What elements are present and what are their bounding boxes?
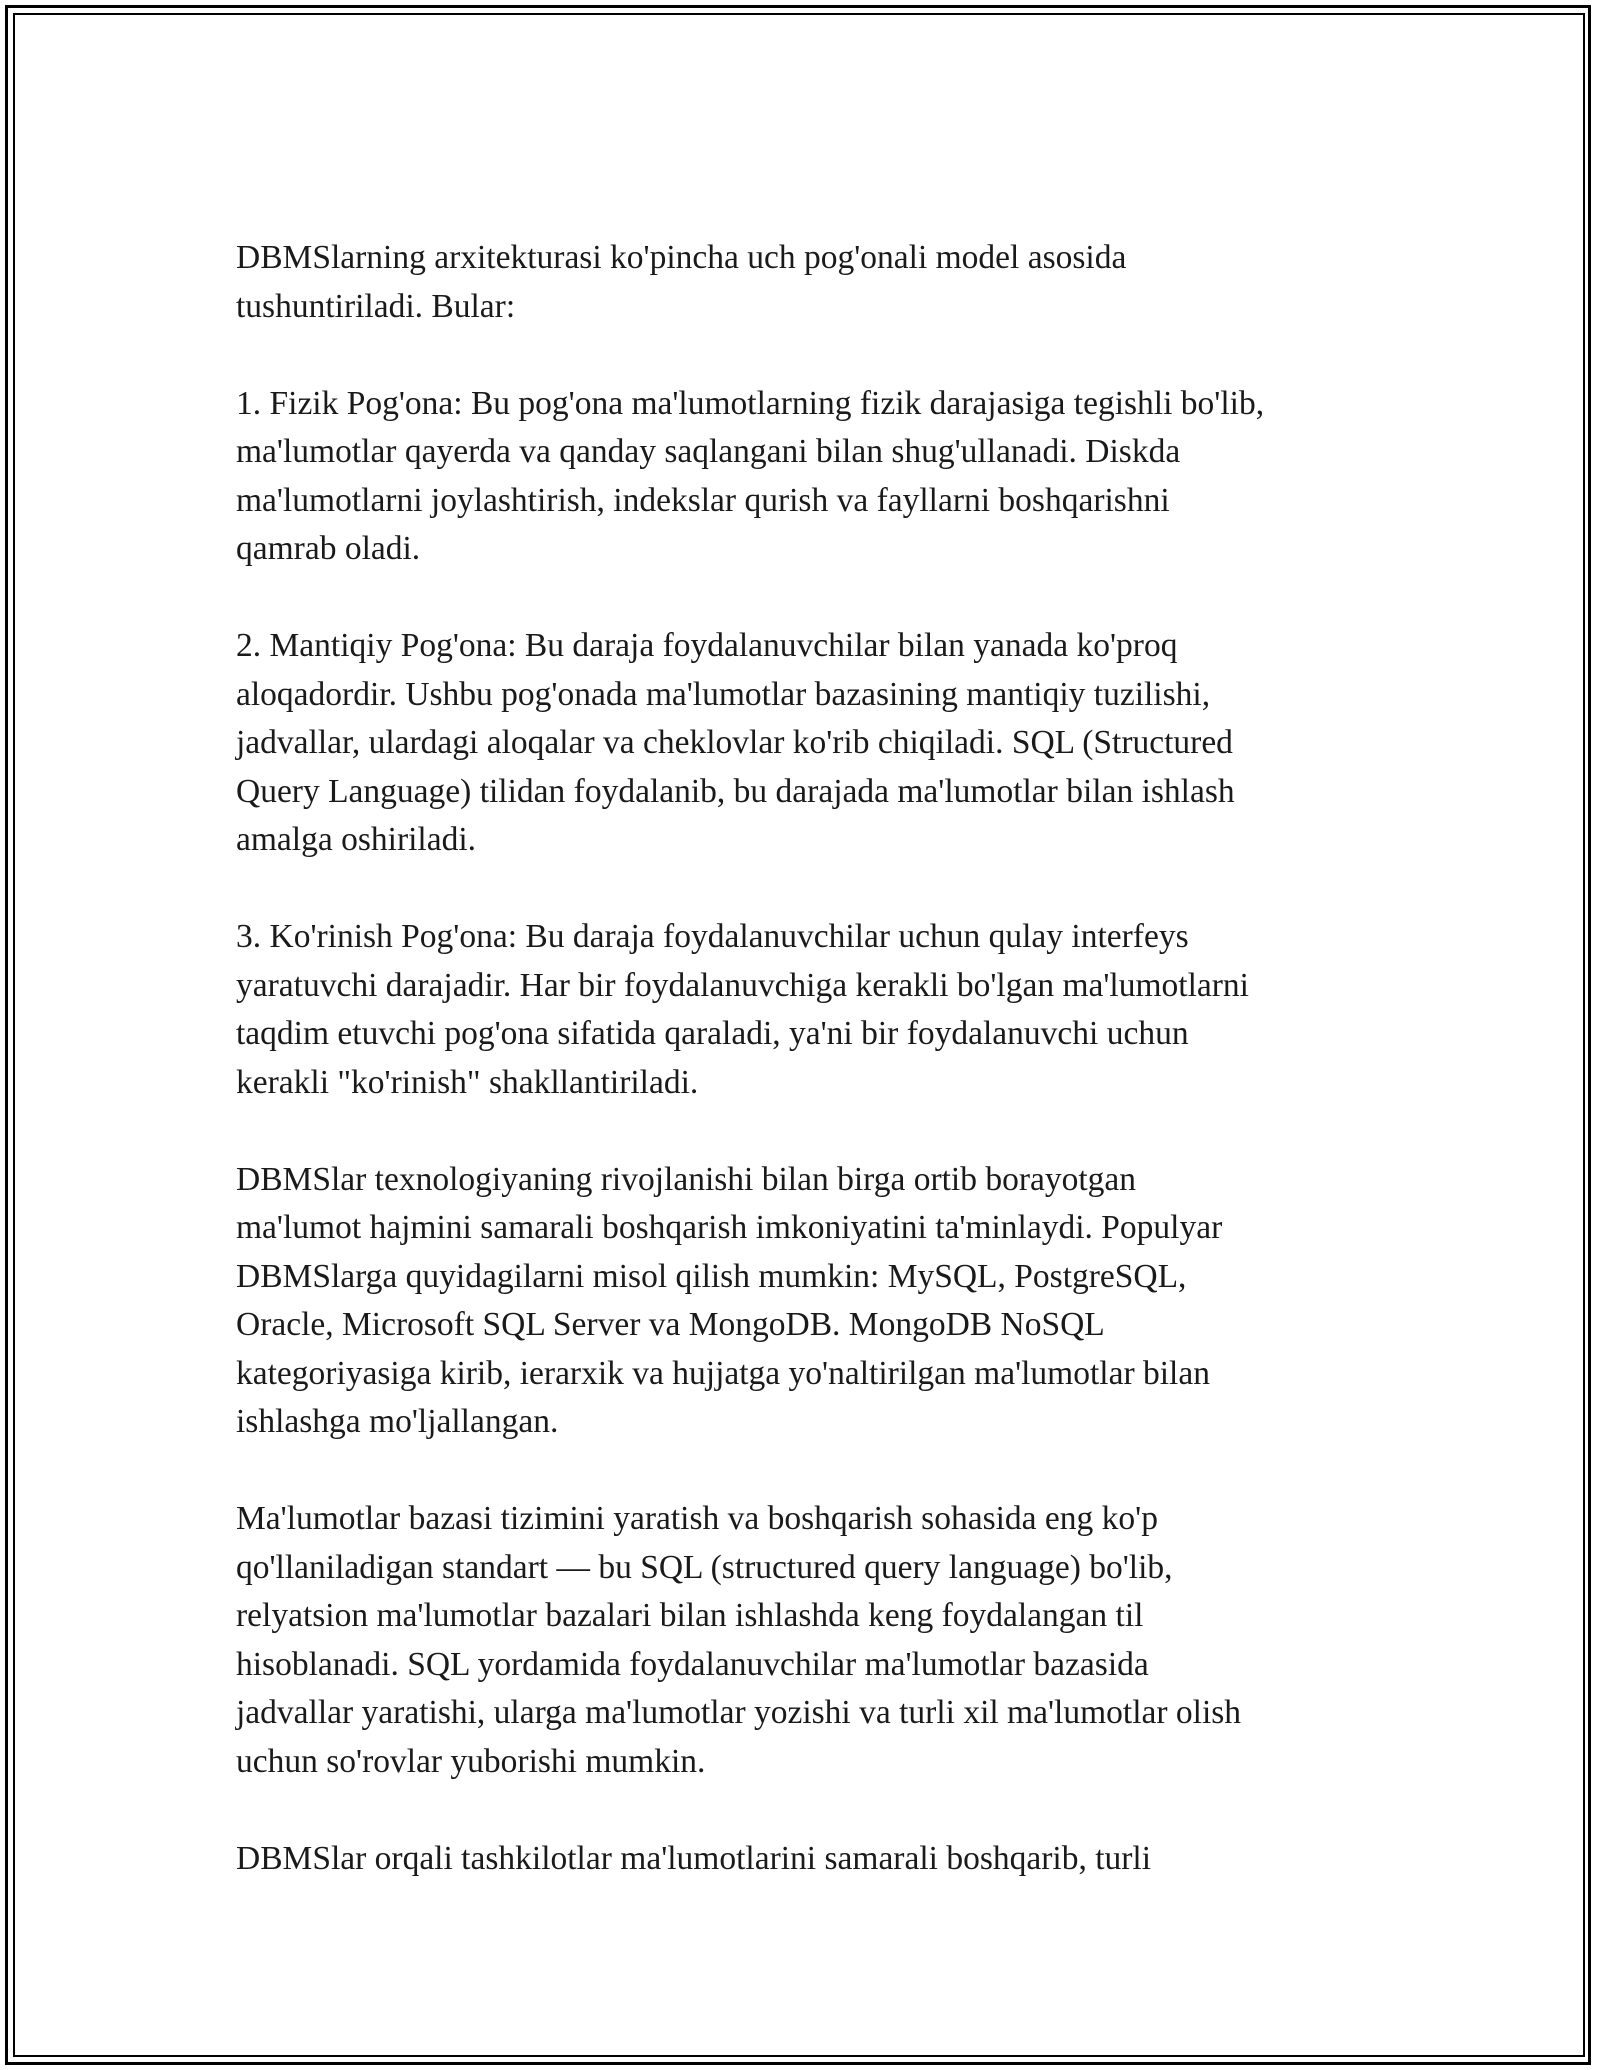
text-line: DBMSlar texnologiyaning rivojlanishi bilan birga ortib borayotgan (236, 1160, 1137, 1198)
paragraph-physical-level (236, 380, 1376, 574)
paragraph-logical-level (236, 622, 1376, 865)
text-line: jadvallar yaratishi, ularga ma'lumotlar yozishi va turli xil ma'lumotlar olish (236, 1694, 1242, 1731)
text-line: jadvallar, ulardagi aloqalar va cheklovlar ko'rib chiqiladi. SQL (Structured (236, 724, 1233, 761)
text-line: ma'lumotlar qayerda va qanday saqlangani bilan shug'ullanadi. Diskda (236, 433, 1181, 470)
text-line: aloqadordir. Ushbu pog'onada ma'lumotlar bazasining mantiqiy tuzilishi, (236, 675, 1211, 713)
text-line: taqdim etuvchi pog'ona sifatida qaraladi, ya'ni bir foydalanuvchi uchun (236, 1015, 1189, 1052)
paragraph-intro (236, 234, 1376, 331)
text-line: DBMSlar orqali tashkilotlar ma'lumotlarini samarali boshqarib, turli (236, 1839, 1152, 1877)
text-line: ma'lumot hajmini samarali boshqarish imkoniyatini ta'minlaydi. Populyar (236, 1209, 1223, 1246)
text-line: tushuntiriladi. Bular: (236, 287, 516, 325)
paragraph-popular-dbms (236, 1156, 1376, 1447)
text-line: qo'llaniladigan standart — bu SQL (structured query language) bo'lib, (236, 1548, 1173, 1586)
text-line: yaratuvchi darajadir. Har bir foydalanuvchiga kerakli bo'lgan ma'lumotlarni (236, 966, 1249, 1004)
text-line: Ma'lumotlar bazasi tizimini yaratish va boshqarish sohasida eng ko'p (236, 1500, 1158, 1537)
text-line: Oracle, Microsoft SQL Server va MongoDB. MongoDB NoSQL (236, 1306, 1105, 1343)
paragraph-closing (236, 1835, 1376, 1884)
text-line: ma'lumotlarni joylashtirish, indekslar qurish va fayllarni boshqarishni (236, 481, 1170, 519)
text-line: hisoblanadi. SQL yordamida foydalanuvchilar ma'lumotlar bazasida (236, 1645, 1149, 1683)
text-line: relyatsion ma'lumotlar bazalari bilan ishlashda keng foydalangan til (236, 1597, 1144, 1634)
text-line: kerakli "ko'rinish" shakllantiriladi. (236, 1063, 699, 1101)
text-line: qamrab oladi. (236, 530, 421, 567)
text-line: 2. Mantiqiy Pog'ona: Bu daraja foydalanuvchilar bilan yanada ko'proq (236, 627, 1178, 664)
text-line: uchun so'rovlar yuborishi mumkin. (236, 1742, 706, 1780)
text-line: DBMSlarning arxitekturasi ko'pincha uch pog'onali model asosida (236, 239, 1127, 276)
text-line: 3. Ko'rinish Pog'ona: Bu daraja foydalanuvchilar uchun qulay interfeys (236, 918, 1189, 955)
text-line: 1. Fizik Pog'ona: Bu pog'ona ma'lumotlarning fizik darajasiga tegishli bo'lib, (236, 384, 1265, 422)
text-line: Query Language) tilidan foydalanib, bu darajada ma'lumotlar bilan ishlash (236, 772, 1235, 810)
text-line: DBMSlarga quyidagilarni misol qilish mumkin: MySQL, PostgreSQL, (236, 1257, 1187, 1295)
paragraph-view-level (236, 913, 1376, 1107)
paragraph-sql-standard (236, 1495, 1376, 1786)
document-body (236, 234, 1376, 1932)
text-line: amalga oshiriladi. (236, 821, 477, 858)
text-line: kategoriyasiga kirib, ierarxik va hujjatga yo'naltirilgan ma'lumotlar bilan (236, 1354, 1210, 1392)
text-line: ishlashga mo'ljallangan. (236, 1403, 559, 1440)
